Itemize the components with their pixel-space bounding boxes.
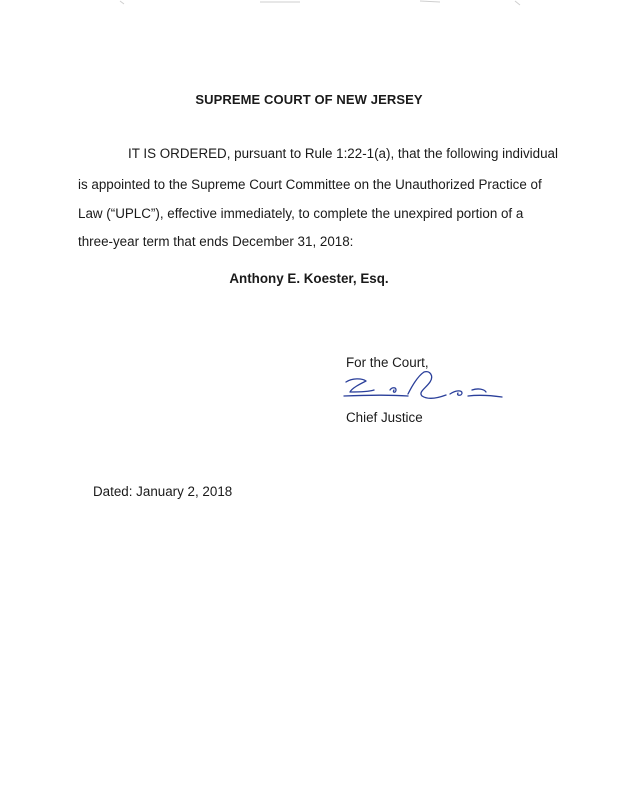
appointee-name: Anthony E. Koester, Esq. bbox=[229, 271, 389, 286]
order-line-1: IT IS ORDERED, pursuant to Rule 1:22-1(a), that the following individual bbox=[128, 146, 558, 161]
scan-artifact-top bbox=[0, 0, 618, 6]
order-line-4: three-year term that ends December 31, 2018: bbox=[78, 234, 354, 249]
for-the-court-label: For the Court, bbox=[346, 355, 429, 370]
chief-justice-label: Chief Justice bbox=[346, 410, 423, 425]
dated-line: Dated: January 2, 2018 bbox=[93, 484, 233, 499]
handwritten-signature bbox=[338, 368, 508, 408]
court-title: SUPREME COURT OF NEW JERSEY bbox=[195, 92, 423, 107]
order-line-2: is appointed to the Supreme Court Committee on the Unauthorized Practice of bbox=[78, 177, 542, 192]
order-line-3: Law (“UPLC”), effective immediately, to complete the unexpired portion of a bbox=[78, 206, 524, 221]
